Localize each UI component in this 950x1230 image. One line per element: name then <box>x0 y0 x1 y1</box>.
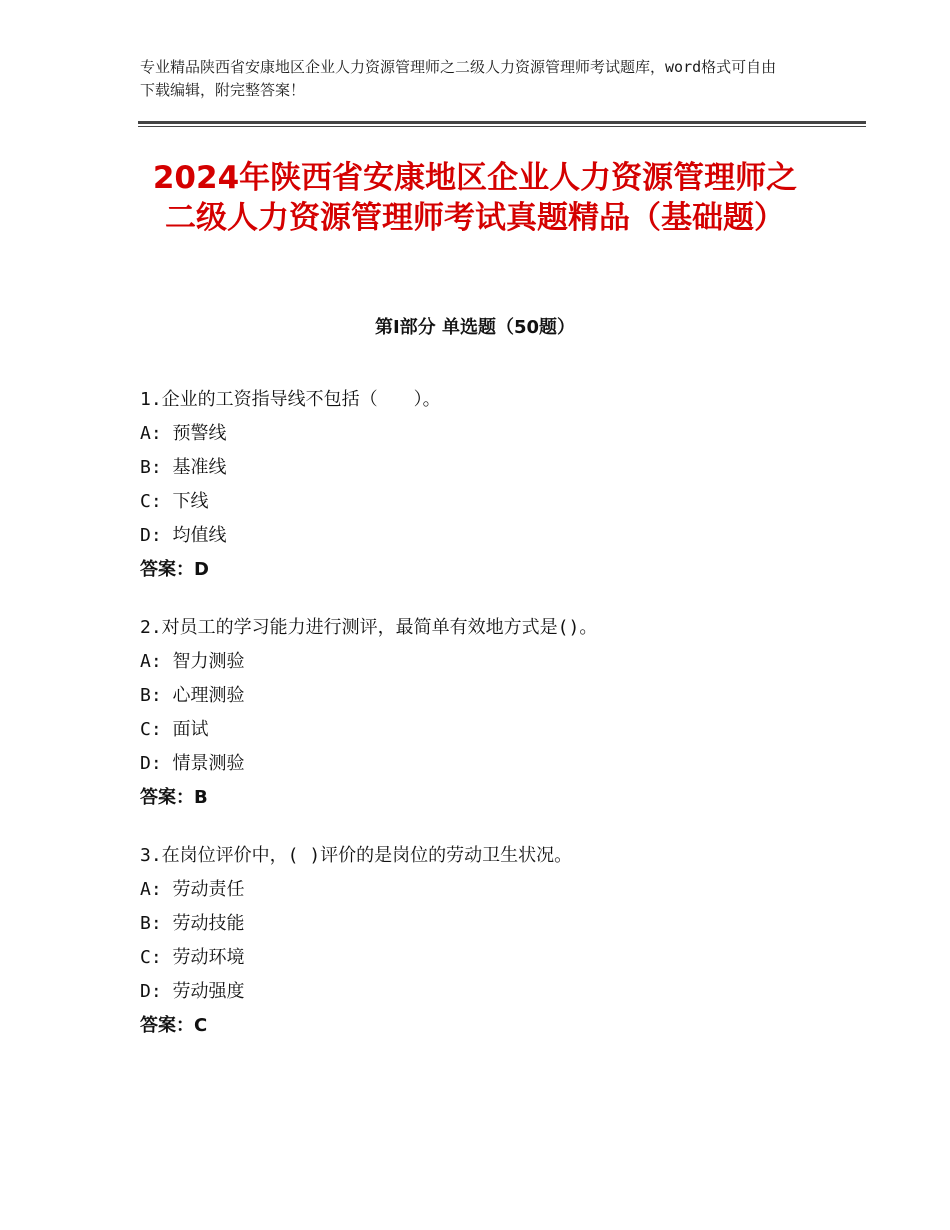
option-d: D: 劳动强度 <box>140 981 245 1002</box>
option-c: C: 下线 <box>140 491 209 512</box>
section-title: 第Ⅰ部分 单选题（50题） <box>374 317 575 338</box>
question-3 <box>140 839 840 1043</box>
header-rule-thick <box>138 121 866 124</box>
document-title: 2024年陕西省安康地区企业人力资源管理师之二级人力资源管理师考试真题精品（基础题） <box>152 160 798 236</box>
option-d: D: 情景测验 <box>140 753 245 774</box>
question-list <box>140 383 840 1067</box>
question-2 <box>140 611 840 815</box>
option-b: B: 心理测验 <box>140 685 245 706</box>
header-rule-thin <box>138 126 866 127</box>
answer: 答案：D <box>140 559 209 580</box>
question-stem: 3.在岗位评价中，( )评价的是岗位的劳动卫生状况。 <box>140 845 573 866</box>
answer: 答案：B <box>140 787 208 808</box>
answer: 答案：C <box>140 1015 208 1036</box>
question-1 <box>140 383 840 587</box>
option-a: A: 预警线 <box>140 423 227 444</box>
header-note: 专业精品陕西省安康地区企业人力资源管理师之二级人力资源管理师考试题库，word格式可自由下载编辑，附完整答案！ <box>140 58 777 99</box>
option-b: B: 基准线 <box>140 457 227 478</box>
question-stem: 2.对员工的学习能力进行测评，最简单有效地方式是()。 <box>140 617 598 638</box>
option-b: B: 劳动技能 <box>140 913 245 934</box>
option-a: A: 劳动责任 <box>140 879 245 900</box>
option-a: A: 智力测验 <box>140 651 245 672</box>
option-c: C: 劳动环境 <box>140 947 245 968</box>
option-c: C: 面试 <box>140 719 209 740</box>
option-d: D: 均值线 <box>140 525 227 546</box>
question-stem: 1.企业的工资指导线不包括（ ）。 <box>140 389 441 410</box>
